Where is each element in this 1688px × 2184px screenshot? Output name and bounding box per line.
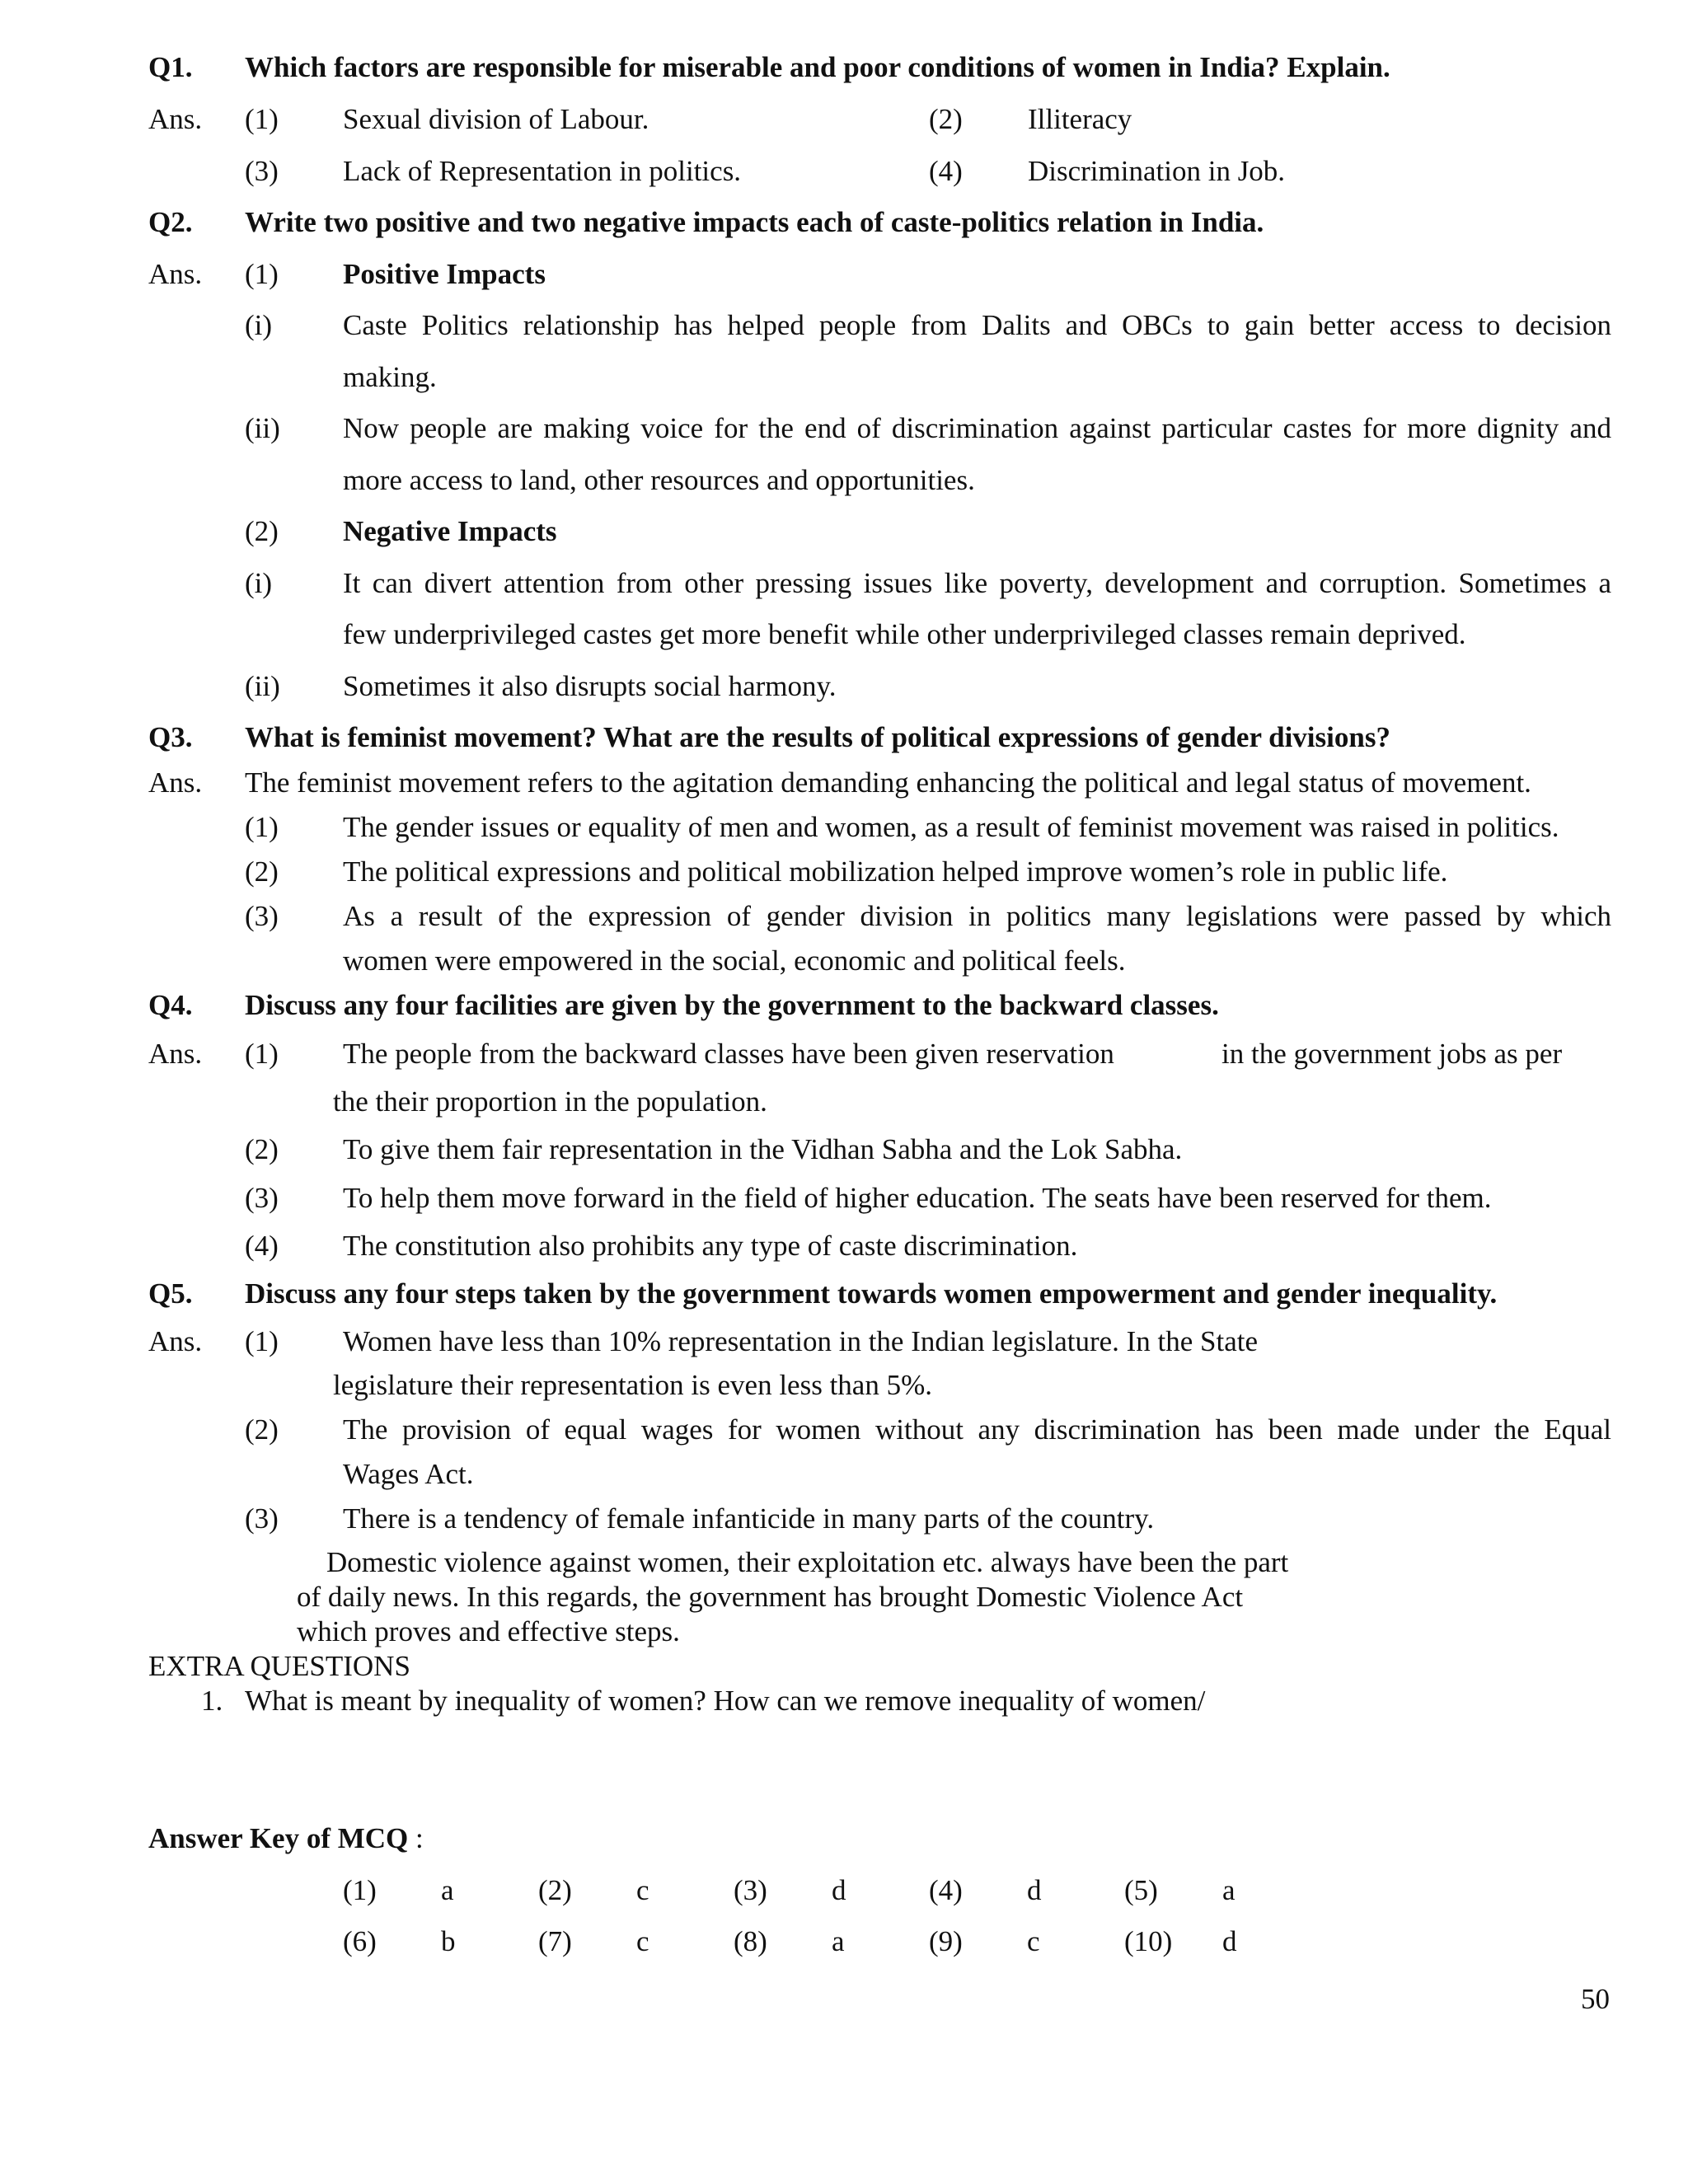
q1-item-text: Sexual division of Labour. [343, 103, 649, 135]
q5-item-text-cont: Wages Act. [343, 1458, 474, 1490]
q2-question: Write two positive and two negative impacts each of caste-politics relation in India. [245, 206, 1264, 238]
answer-key-colon: : [415, 1822, 424, 1854]
q2-positive-heading: Positive Impacts [343, 258, 546, 290]
q5-item-text: Women have less than 10% representation in the Indian legislature. In the State [343, 1325, 1259, 1357]
q3-item-text: The gender issues or equality of men and women, as a result of feminist movement was raised in politics. [343, 811, 1559, 843]
q5-item-num: (1) [245, 1325, 279, 1357]
answer-key-num: (7) [538, 1925, 572, 1957]
answer-key-title: Answer Key of MCQ [148, 1822, 409, 1854]
q5-item-num: (3) [245, 1502, 279, 1535]
q4-item-num: (2) [245, 1133, 279, 1165]
q1-item-num: (4) [929, 155, 963, 187]
q3-item-num: (1) [245, 811, 279, 843]
answer-key-answer: d [1027, 1874, 1042, 1906]
q4-item-text: The people from the backward classes have been given reservation [343, 1038, 1114, 1070]
q4-item-text: To give them fair representation in the Vidhan Sabha and the Lok Sabha. [343, 1133, 1183, 1165]
q1-item-num: (2) [929, 103, 963, 135]
q5-ans-label: Ans. [148, 1325, 203, 1357]
q5-item-text-cont: legislature their representation is even less than 5%. [333, 1369, 932, 1401]
q1-item-num: (3) [245, 155, 279, 187]
q2-negative-num: (2) [245, 515, 279, 547]
q1-question: Which factors are responsible for miserable and poor conditions of women in India? Explain. [245, 51, 1390, 83]
q1-item-text: Lack of Representation in politics. [343, 155, 742, 187]
q5-question: Discuss any four steps taken by the government towards women empowerment and gender inequality. [245, 1277, 1498, 1310]
answer-key-answer: c [636, 1874, 649, 1906]
q3-question: What is feminist movement? What are the results of political expressions of gender divisions? [245, 721, 1390, 753]
q2-positive-item-text: Caste Politics relationship has helped people from Dalits and OBCs to gain better access to decision [343, 309, 1611, 341]
q2-negative-item-text: It can divert attention from other pressing issues like poverty, development and corruption. Sometimes a [343, 567, 1611, 599]
answer-key-num: (4) [929, 1874, 963, 1906]
answer-key-title-line [148, 1824, 424, 1853]
q2-label: Q2. [148, 206, 193, 238]
q3-item-text-cont: women were empowered in the social, economic and political feels. [343, 944, 1126, 977]
q5-item-text: The provision of equal wages for women without any discrimination has been made under the Equal [343, 1413, 1611, 1446]
q4-item-text: in the government jobs as per [1221, 1038, 1563, 1070]
q5-item-text: There is a tendency of female infanticide in many parts of the country. [343, 1502, 1155, 1535]
answer-key-num: (10) [1124, 1925, 1173, 1957]
answer-key-answer: a [1222, 1874, 1236, 1906]
answer-key-num: (1) [343, 1874, 377, 1906]
q4-question: Discuss any four facilities are given by the government to the backward classes. [245, 989, 1219, 1021]
answer-key-answer: b [441, 1925, 456, 1957]
answer-key-answer: c [636, 1925, 649, 1957]
q4-label: Q4. [148, 989, 193, 1021]
q2-negative-heading: Negative Impacts [343, 515, 557, 547]
q2-positive-item-num: (i) [245, 309, 273, 341]
q3-item-num: (3) [245, 900, 279, 932]
q4-item-text-cont: the their proportion in the population. [333, 1085, 767, 1118]
q5-paragraph-line: of daily news. In this regards, the government has brought Domestic Violence Act [297, 1581, 1244, 1613]
q5-paragraph-line: which proves and effective steps. [297, 1615, 680, 1647]
q2-positive-item-text-cont: more access to land, other resources and opportunities. [343, 464, 975, 496]
q4-ans-label: Ans. [148, 1038, 203, 1070]
q2-positive-num: (1) [245, 258, 279, 290]
q4-item-text: To help them move forward in the field of higher education. The seats have been reserved for them. [343, 1182, 1492, 1214]
q2-negative-item-num: (ii) [245, 670, 280, 702]
answer-key-answer: d [832, 1874, 846, 1906]
q2-positive-item-text: Now people are making voice for the end of discrimination against particular castes for more dignity and [343, 412, 1611, 444]
q1-label: Q1. [148, 51, 193, 83]
q2-negative-item-text-cont: few underprivileged castes get more benefit while other underprivileged classes remain deprived. [343, 618, 1466, 650]
answer-key-num: (6) [343, 1925, 377, 1957]
q3-item-text: The political expressions and political mobilization helped improve women’s role in public life. [343, 855, 1448, 888]
answer-key-num: (2) [538, 1874, 572, 1906]
q4-item-num: (4) [245, 1230, 279, 1262]
extra-questions-heading: EXTRA QUESTIONS [148, 1650, 410, 1682]
q3-intro: The feminist movement refers to the agitation demanding enhancing the political and legal status of movement. [245, 766, 1531, 799]
q4-item-text: The constitution also prohibits any type of caste discrimination. [343, 1230, 1078, 1262]
q2-positive-item-text-cont: making. [343, 361, 437, 393]
answer-key-answer: d [1222, 1925, 1237, 1957]
answer-key-answer: a [832, 1925, 845, 1957]
answer-key-num: (9) [929, 1925, 963, 1957]
q4-item-num: (3) [245, 1182, 279, 1214]
answer-key-answer: c [1027, 1925, 1040, 1957]
page-number: 50 [1581, 1983, 1610, 2015]
q3-item-text: As a result of the expression of gender division in politics many legislations were passed by which [343, 900, 1611, 932]
q4-item-num: (1) [245, 1038, 279, 1070]
answer-key-num: (8) [734, 1925, 767, 1957]
q5-paragraph-line: Domestic violence against women, their exploitation etc. always have been the part [326, 1546, 1289, 1578]
q2-negative-item-num: (i) [245, 567, 273, 599]
q1-item-num: (1) [245, 103, 279, 135]
q1-item-text: Discrimination in Job. [1028, 155, 1286, 187]
extra-question-text: What is meant by inequality of women? How can we remove inequality of women/ [245, 1685, 1206, 1717]
q2-negative-item-text: Sometimes it also disrupts social harmony. [343, 670, 837, 702]
extra-question-num: 1. [201, 1685, 223, 1717]
answer-key-num: (5) [1124, 1874, 1158, 1906]
q3-label: Q3. [148, 721, 193, 753]
q2-positive-item-num: (ii) [245, 412, 280, 444]
answer-key-answer: a [441, 1874, 454, 1906]
q1-item-text: Illiteracy [1028, 103, 1132, 135]
q3-ans-label: Ans. [148, 766, 203, 799]
q2-ans-label: Ans. [148, 258, 203, 290]
q5-item-num: (2) [245, 1413, 279, 1446]
q5-label: Q5. [148, 1277, 193, 1310]
q3-item-num: (2) [245, 855, 279, 888]
q1-ans-label: Ans. [148, 103, 203, 135]
answer-key-num: (3) [734, 1874, 767, 1906]
